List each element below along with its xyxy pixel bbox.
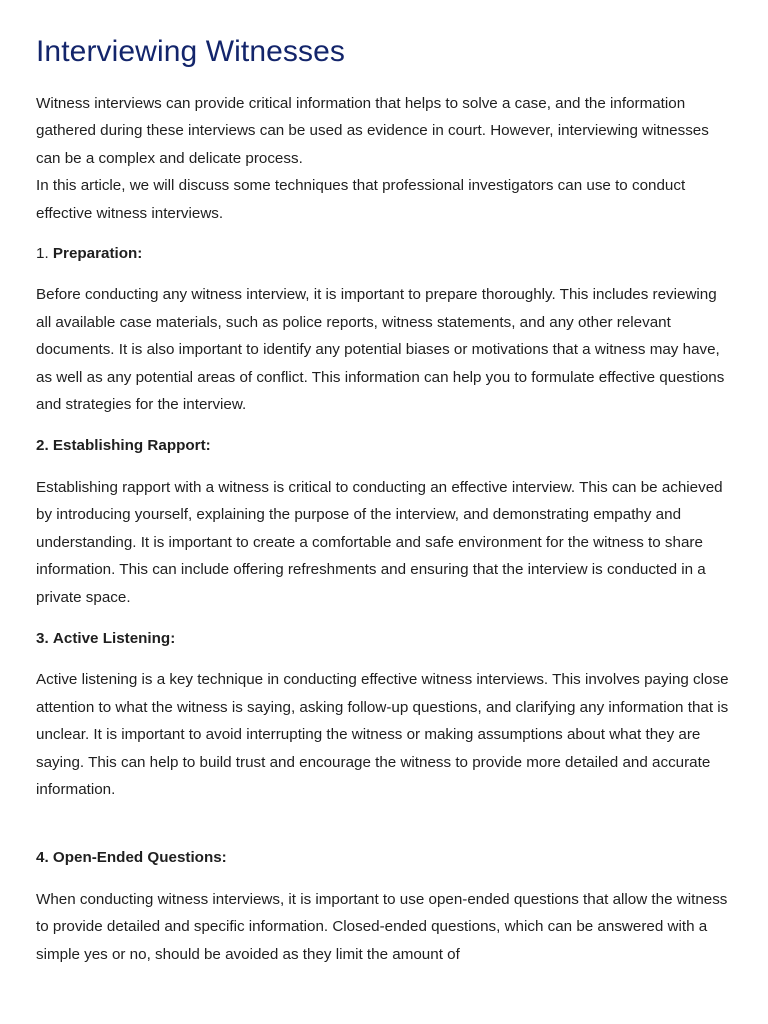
- section-open-ended-questions: [36, 844, 732, 968]
- intro-paragraph-1: Witness interviews can provide critical information that helps to solve a case, and the information gathered during these interviews can be used as evidence in court. However, interviewing witnesses can be a complex and delicate process.: [36, 95, 709, 167]
- section-active-listening: [36, 625, 732, 803]
- section-number: 1.: [36, 245, 49, 263]
- section-heading-label: Open-Ended Questions:: [52, 849, 227, 867]
- section-heading-label: Active Listening:: [52, 629, 176, 647]
- section-heading-label: Establishing Rapport:: [52, 437, 211, 455]
- section-heading: [36, 240, 732, 267]
- section-heading-label: Preparation:: [52, 245, 143, 263]
- section-establishing-rapport: [36, 432, 732, 610]
- page-title: Interviewing Witnesses: [36, 35, 345, 68]
- section-heading: [36, 432, 732, 459]
- section-number: 3.: [36, 629, 49, 647]
- section-body: Before conducting any witness interview, it is important to prepare thoroughly. This includes reviewing all available case materials, such as police reports, witness statements, and any other relevant documents. It is also important to identify any potential biases or motivations that a witness may have, as well as any potential areas of conflict. This information can help you to formulate effective questions and strategies for the interview.: [36, 286, 725, 414]
- section-body: When conducting witness interviews, it is important to use open-ended questions that allow the witness to provide detailed and specific information. Closed-ended questions, which can be answered with a simple yes or no, should be avoided as they limit the amount of: [36, 890, 728, 963]
- section-body: Active listening is a key technique in conducting effective witness interviews. This involves paying close attention to what the witness is saying, asking follow-up questions, and clarifying any information that is unclear. It is important to avoid interrupting the witness or making assumptions about what they are saying. This can help to build trust and encourage the witness to provide more detailed and accurate information.: [36, 671, 729, 798]
- section-heading: [36, 844, 732, 871]
- section-preparation: [36, 240, 732, 418]
- intro-paragraph-2: In this article, we will discuss some techniques that professional investigators can use to conduct effective witness interviews.: [36, 177, 686, 222]
- section-body: Establishing rapport with a witness is critical to conducting an effective interview. This can be achieved by introducing yourself, explaining the purpose of the interview, and demonstrating empathy and understanding. It is important to create a comfortable and safe environment for the witness to share information. This can include offering refreshments and ensuring that the interview is conducted in a private space.: [36, 478, 723, 606]
- section-number: 2.: [36, 437, 49, 455]
- section-heading: [36, 625, 732, 652]
- intro: [36, 90, 732, 227]
- section-number: 4.: [36, 849, 49, 867]
